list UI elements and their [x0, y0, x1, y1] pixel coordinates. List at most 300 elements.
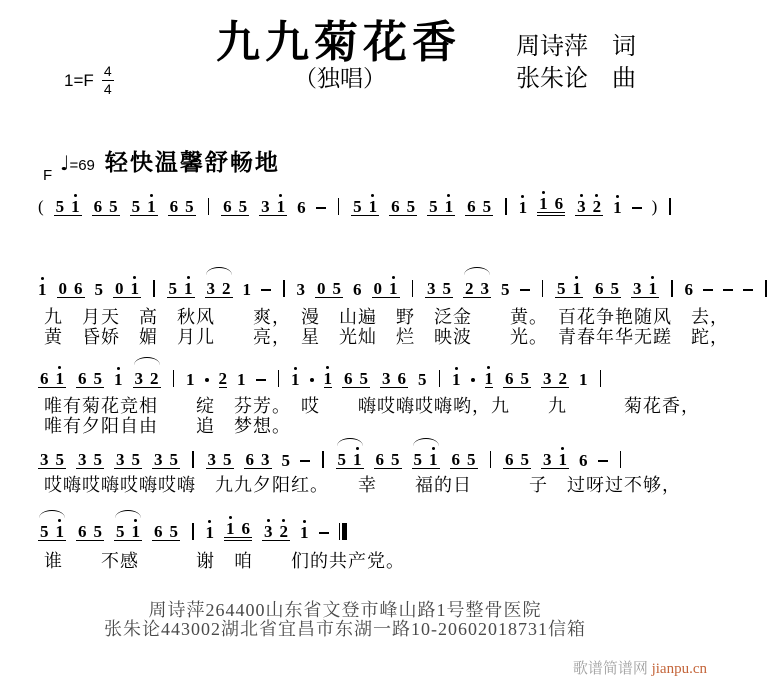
beam-group: [114, 445, 142, 469]
barline: [490, 451, 492, 468]
parenthesis: ): [651, 197, 658, 216]
note: [611, 274, 620, 297]
note: [40, 517, 49, 540]
note-digit: 1: [444, 197, 454, 216]
note: [501, 275, 510, 298]
note: [360, 364, 369, 387]
note-digit: 1: [242, 280, 251, 299]
beam-group: [465, 192, 493, 216]
note-digit: 5: [406, 197, 416, 216]
note: [539, 189, 548, 212]
note: [280, 517, 289, 540]
note-digit: 6: [154, 522, 163, 541]
note-digit: 1: [518, 198, 528, 217]
note-digit: 3: [207, 450, 216, 469]
note: [353, 445, 362, 468]
note: [579, 446, 588, 469]
beam-group: [221, 192, 249, 216]
note: [206, 518, 215, 541]
note: [94, 364, 103, 387]
duration-dash: [256, 379, 266, 382]
note: [685, 275, 694, 298]
note: [59, 274, 68, 297]
note: [429, 192, 438, 215]
note: [483, 192, 492, 215]
note-digit: 2: [592, 197, 602, 216]
barline: [338, 198, 340, 215]
note: [391, 445, 400, 468]
barline: [765, 280, 767, 297]
watermark-domain: jianpu.cn: [651, 661, 707, 677]
expression-text: 轻快温馨舒畅地: [104, 150, 280, 175]
note-digit: 1: [130, 279, 139, 298]
watermark-site-name: 歌谱简谱网: [572, 661, 652, 677]
beam-group: [537, 189, 565, 216]
note-digit: 5: [131, 450, 140, 469]
beam-group: [541, 445, 569, 469]
page-title: 九九菊花香: [216, 18, 461, 67]
note-digit: 6: [353, 280, 362, 299]
note: [297, 193, 306, 216]
key-time-signature: [64, 64, 114, 97]
note: [150, 364, 159, 387]
beam-group: [503, 445, 531, 469]
note: [132, 192, 141, 215]
beam-group: [374, 445, 402, 469]
quarter-note-icon: ♩: [60, 151, 70, 175]
note-digit: 3: [134, 369, 143, 388]
lyrics-line-2-verse-1: 九 月天 高 秋风 爽， 漫 山遍 野 泛金 黄。 百花争艳随风 去，: [44, 307, 729, 327]
beam-group-slurred: [336, 445, 364, 469]
note: [418, 365, 427, 388]
barline: [153, 280, 155, 297]
duration-dash: [723, 289, 733, 292]
note-digit: 6: [684, 280, 693, 299]
note-digit: 5: [40, 522, 49, 541]
barline: [600, 370, 602, 387]
note: [261, 445, 270, 468]
note: [40, 364, 49, 387]
note: [593, 192, 602, 215]
duration-dash: [743, 289, 753, 292]
note-digit: 3: [78, 450, 87, 469]
note-digit: 6: [297, 198, 306, 217]
beam-group: [76, 517, 104, 541]
note-digit: 1: [38, 280, 47, 299]
note: [559, 364, 568, 387]
beam-group: [593, 274, 621, 298]
note-digit: 5: [610, 279, 619, 298]
note-digit: 2: [558, 369, 567, 388]
note-digit: 6: [245, 450, 254, 469]
note: [94, 192, 103, 215]
barline: [505, 198, 507, 215]
barline: [173, 370, 175, 387]
note: [519, 193, 528, 216]
note-digit: 5: [520, 450, 529, 469]
note: [300, 518, 309, 541]
music-line-3: [38, 362, 603, 388]
note: [353, 275, 362, 298]
note-digit: 3: [543, 369, 552, 388]
note: [38, 275, 47, 298]
note: [353, 192, 362, 215]
barline: [439, 370, 441, 387]
note: [219, 364, 228, 388]
music-line-1: [38, 190, 673, 216]
note: [116, 517, 125, 540]
note-digit: 3: [264, 522, 273, 541]
note: [56, 364, 65, 387]
note-digit: 6: [40, 369, 49, 388]
footer-address-composer: 张朱论443002湖北省宜昌市东湖一路10-20602018731信箱: [104, 619, 586, 639]
beam-group-slurred: [412, 445, 440, 469]
note: [579, 365, 588, 388]
beam-group: [389, 192, 417, 216]
note: [277, 192, 286, 215]
note-digit: 5: [93, 369, 102, 388]
note: [452, 365, 461, 388]
time-signature: [102, 64, 114, 97]
beam-group: [427, 192, 455, 216]
note-digit: 5: [185, 197, 194, 216]
note: [485, 364, 494, 388]
note: [505, 445, 514, 468]
note: [481, 274, 490, 297]
music-line-4: [38, 443, 623, 469]
note-digit: 6: [554, 194, 564, 213]
note: [369, 192, 378, 215]
note-digit: 3: [427, 279, 436, 298]
beam-group: [57, 274, 85, 298]
note: [521, 364, 530, 387]
beam-group: [206, 445, 234, 469]
note-digit: 5: [94, 280, 103, 299]
note: [521, 445, 530, 468]
parenthesis: (: [38, 197, 44, 216]
note-digit: 5: [467, 450, 476, 469]
chord-symbol: F: [43, 167, 53, 184]
note-digit: 6: [93, 197, 103, 216]
augmentation-dot: [471, 378, 475, 382]
note: [223, 445, 232, 468]
note-digit: 0: [373, 279, 382, 298]
note-digit: 3: [206, 279, 215, 298]
note: [297, 275, 306, 298]
note-digit: 1: [429, 450, 438, 469]
note: [109, 192, 118, 215]
note-digit: 1: [484, 369, 493, 388]
note-digit: 5: [332, 279, 341, 298]
note-digit: 6: [595, 279, 604, 298]
beam-group: [262, 517, 290, 541]
note: [56, 445, 65, 468]
note: [78, 364, 87, 387]
duration-dash: [520, 289, 530, 292]
note-digit: 5: [442, 279, 451, 298]
note: [154, 517, 163, 540]
note-digit: 1: [237, 370, 246, 389]
lyrics-line-3-verse-2: 唯有夕阳自由 追 梦想。: [44, 416, 291, 436]
beam-group: [259, 192, 287, 216]
note-digit: 1: [131, 522, 140, 541]
note-digit: 3: [154, 450, 163, 469]
note: [407, 192, 416, 215]
note-digit: 6: [344, 369, 353, 388]
note-digit: 0: [317, 279, 326, 298]
beam-group: [555, 274, 583, 298]
lyrics-line-2-verse-2: 黄 昏娇 媚 月儿 亮， 星 光灿 烂 映波 光。 青春年华无蹉 跎，: [44, 327, 729, 347]
note: [427, 274, 436, 297]
beam-group: [631, 274, 659, 298]
subtitle: （独唱）: [294, 66, 386, 91]
note: [94, 517, 103, 540]
note: [429, 445, 438, 468]
note: [131, 274, 140, 297]
note: [207, 274, 216, 297]
barline: [283, 280, 285, 297]
beam-group: [76, 364, 104, 388]
augmentation-dot: [310, 378, 314, 382]
note: [185, 192, 194, 215]
barline: [620, 451, 622, 468]
note: [344, 364, 353, 387]
note: [338, 445, 347, 468]
note: [398, 364, 407, 387]
note: [170, 192, 179, 215]
note: [573, 274, 582, 297]
note-digit: 5: [223, 450, 232, 469]
note-digit: 1: [205, 523, 214, 542]
note-digit: 1: [613, 198, 622, 217]
note: [452, 445, 461, 468]
duration-dash: [319, 532, 329, 535]
note: [465, 274, 474, 297]
beam-group-slurred: [38, 517, 66, 541]
beam-group: [372, 274, 400, 298]
note: [116, 445, 125, 468]
final-barline: [339, 523, 348, 540]
note: [184, 274, 193, 297]
note-digit: 6: [579, 451, 588, 470]
note-digit: 1: [558, 450, 567, 469]
note: [56, 517, 65, 540]
note: [595, 274, 604, 297]
note-digit: 3: [116, 450, 125, 469]
note-digit: 5: [168, 279, 177, 298]
note-digit: 1: [389, 279, 398, 298]
barline: [542, 280, 544, 297]
note-digit: 1: [572, 279, 581, 298]
time-signature-top: 4: [103, 63, 112, 79]
note: [467, 192, 476, 215]
barline: [192, 451, 194, 468]
note-digit: 3: [40, 450, 49, 469]
note-digit: 3: [480, 279, 489, 298]
note-digit: 3: [382, 369, 391, 388]
note: [78, 517, 87, 540]
note-digit: 6: [467, 197, 476, 216]
note: [147, 192, 156, 215]
note: [246, 445, 255, 468]
duration-dash: [632, 207, 642, 210]
note-digit: 1: [276, 197, 286, 216]
music-line-2: [38, 272, 769, 298]
note: [115, 274, 124, 297]
note: [282, 446, 291, 469]
duration-dash: [261, 289, 271, 292]
note-digit: 6: [505, 369, 514, 388]
note-digit: 5: [116, 522, 125, 541]
note-digit: 2: [222, 279, 231, 298]
tempo-marking: [60, 144, 280, 177]
note: [95, 275, 104, 298]
note-digit: 0: [58, 279, 67, 298]
beam-group: [92, 192, 120, 216]
note: [382, 364, 391, 387]
note-digit: 3: [543, 450, 552, 469]
note: [71, 192, 80, 215]
note-digit: 1: [114, 370, 123, 389]
note: [261, 192, 270, 215]
note-digit: 5: [169, 522, 178, 541]
note: [577, 192, 586, 215]
note-digit: 5: [413, 450, 422, 469]
beam-group: [425, 274, 453, 298]
composer-credit: 张朱论 曲: [516, 66, 636, 92]
barline: [412, 280, 414, 297]
key-label: 1=F: [64, 70, 94, 90]
note-digit: 6: [505, 450, 514, 469]
note-digit: 1: [291, 370, 300, 389]
note: [132, 445, 141, 468]
note: [222, 274, 231, 297]
note: [291, 365, 300, 388]
beam-group: [575, 192, 603, 216]
time-signature-bottom: 4: [103, 81, 112, 97]
note-digit: 1: [226, 519, 235, 538]
note: [613, 193, 622, 216]
beam-group: [38, 364, 66, 388]
note-digit: 5: [93, 450, 102, 469]
note: [391, 192, 400, 215]
note-digit: 6: [223, 197, 232, 216]
note-digit: 6: [78, 369, 87, 388]
beam-group: [168, 192, 196, 216]
note-digit: 5: [169, 450, 178, 469]
note-digit: 5: [482, 197, 492, 216]
note-digit: 5: [418, 370, 427, 389]
lyrics-line-4: 哎嗨哎嗨哎嗨哎嗨 九九夕阳红。 幸 福的日 子 过呀过不够，: [44, 475, 681, 495]
note-digit: 5: [55, 450, 64, 469]
augmentation-dot: [205, 378, 209, 382]
note-digit: 1: [71, 197, 80, 216]
note: [169, 274, 178, 297]
barline: [208, 198, 210, 215]
note: [264, 517, 273, 540]
note-digit: 2: [218, 369, 227, 388]
note: [543, 445, 552, 468]
note: [170, 517, 179, 540]
barline: [671, 280, 673, 297]
barline: [192, 523, 194, 540]
note-digit: 0: [115, 279, 124, 298]
note: [242, 514, 251, 537]
note-digit: 5: [429, 197, 438, 216]
note-digit: 3: [296, 280, 305, 299]
note: [114, 365, 123, 388]
note-digit: 6: [78, 522, 87, 541]
lyrics-line-5: 谁 不感 谢 咱 们的共产党。: [44, 551, 405, 571]
note: [505, 364, 514, 387]
note: [443, 274, 452, 297]
beam-group: [167, 274, 195, 298]
beam-group: [152, 517, 180, 541]
note: [243, 275, 252, 298]
duration-dash: [300, 460, 310, 463]
note: [237, 365, 246, 388]
note: [186, 365, 195, 388]
note-digit: 6: [375, 450, 384, 469]
note-digit: 5: [353, 197, 362, 216]
note-digit: 1: [55, 369, 64, 388]
barline: [278, 370, 280, 387]
beam-group: [380, 364, 408, 388]
note-digit: 1: [147, 197, 156, 216]
note-digit: 3: [577, 197, 586, 216]
note: [170, 445, 179, 468]
note: [557, 274, 566, 297]
beam-group: [152, 445, 180, 469]
note: [649, 274, 658, 297]
note-digit: 2: [150, 369, 159, 388]
note: [223, 192, 232, 215]
note-digit: 6: [169, 197, 179, 216]
note-digit: 1: [323, 369, 332, 388]
note-digit: 5: [557, 279, 566, 298]
note: [132, 517, 141, 540]
note-digit: 1: [353, 450, 362, 469]
note: [467, 445, 476, 468]
note: [40, 445, 49, 468]
beam-group: [38, 445, 66, 469]
final-thin-bar: [339, 523, 341, 540]
note-digit: 1: [186, 370, 195, 389]
note: [317, 274, 326, 297]
note: [633, 274, 642, 297]
note: [135, 364, 144, 387]
note-digit: 5: [131, 197, 141, 216]
note: [374, 274, 383, 297]
beam-group: [224, 514, 252, 541]
note: [56, 192, 65, 215]
note-digit: 5: [391, 450, 400, 469]
note-digit: 1: [579, 370, 588, 389]
beam-group-slurred: [133, 364, 161, 388]
note: [376, 445, 385, 468]
note-digit: 6: [241, 519, 250, 538]
note-digit: 5: [520, 369, 529, 388]
beam-group: [130, 192, 158, 216]
note-digit: 5: [359, 369, 368, 388]
note-digit: 3: [633, 279, 642, 298]
note-digit: 2: [465, 279, 474, 298]
note-digit: 1: [368, 197, 378, 216]
note-digit: 1: [184, 279, 193, 298]
note-digit: 1: [55, 522, 64, 541]
note: [559, 445, 568, 468]
note-digit: 5: [337, 450, 346, 469]
